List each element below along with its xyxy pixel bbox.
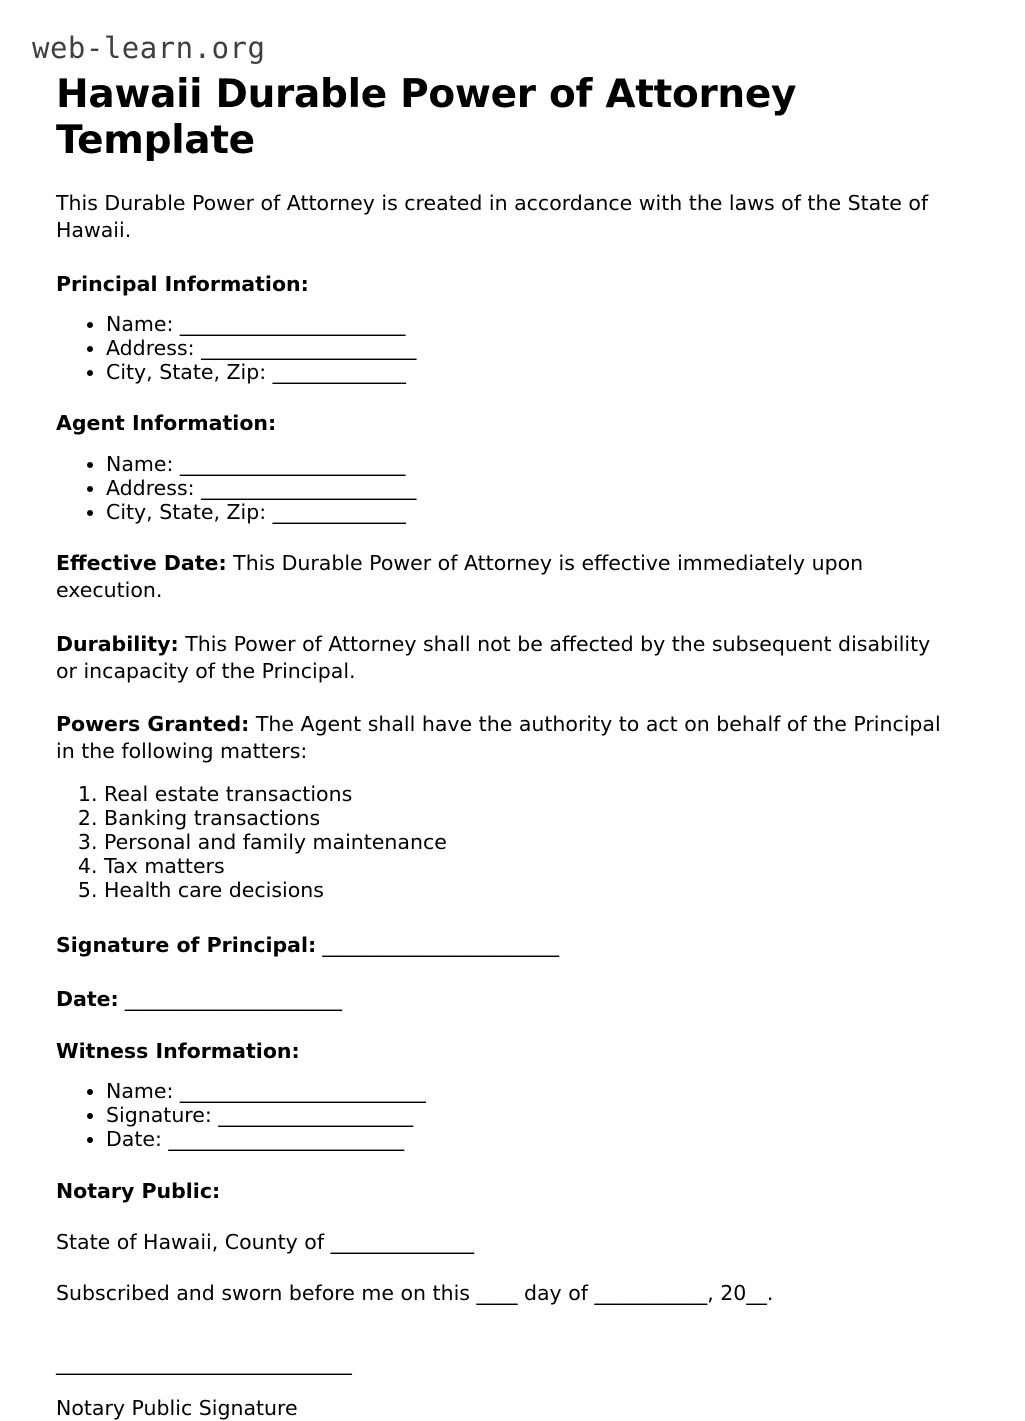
agent-information-heading: Agent Information:: [56, 411, 277, 436]
principal-information-list: [56, 312, 956, 385]
notary-sworn-line: Subscribed and sworn before me on this ____ day of ___________, 20__.: [56, 1281, 774, 1306]
intro-paragraph: This Durable Power of Attorney is created in accordance with the laws of the State of Hawaii.: [56, 191, 929, 243]
notary-public-heading: Notary Public:: [56, 1178, 221, 1203]
list-item: 3. Personal and family maintenance: [104, 830, 956, 854]
effective-date-text: This Durable Power of Attorney is effective immediately upon execution.: [56, 551, 864, 603]
list-item: 5. Health care decisions: [104, 878, 956, 902]
date-blank: ______________________: [118, 987, 342, 1012]
powers-granted-paragraph: [56, 711, 956, 766]
page-title: Hawaii Durable Power of Attorney Template: [56, 72, 797, 164]
list-item: • Name: ______________________: [106, 312, 956, 336]
powers-granted-label: Powers Granted:: [56, 712, 250, 737]
signature-of-principal-line: [56, 933, 956, 958]
list-item: 2. Banking transactions: [104, 806, 956, 830]
site-watermark: web-learn.org: [32, 31, 266, 65]
notary-signature-rule: ______________________________: [56, 1351, 352, 1376]
list-item: 1. Real estate transactions: [104, 782, 956, 806]
date-label: Date:: [56, 987, 119, 1012]
notary-signature-caption: Notary Public Signature: [56, 1395, 298, 1420]
durability-label: Durability:: [56, 631, 179, 656]
list-item: • Signature: ___________________: [106, 1103, 956, 1127]
durability-text: This Power of Attorney shall not be affected by the subsequent disability or incapacity of the Principal.: [56, 631, 931, 683]
powers-granted-text: The Agent shall have the authority to act on behalf of the Principal in the following matters:: [56, 712, 941, 764]
effective-date-paragraph: [56, 550, 956, 605]
list-item: • City, State, Zip: _____________: [106, 500, 956, 524]
witness-information-list: [56, 1079, 956, 1152]
principal-information-heading: Principal Information:: [56, 271, 309, 296]
list-item: • Date: _______________________: [106, 1127, 956, 1151]
agent-information-list: [56, 452, 956, 525]
date-line: [56, 987, 956, 1012]
list-item: 4. Tax matters: [104, 854, 956, 878]
list-item: • Address: _____________________: [106, 476, 956, 500]
witness-information-heading: Witness Information:: [56, 1038, 300, 1063]
powers-granted-list: [56, 782, 956, 903]
list-item: • Name: ______________________: [106, 452, 956, 476]
notary-county-line: State of Hawaii, County of ______________: [56, 1229, 475, 1254]
document-content: [56, 72, 956, 1421]
effective-date-label: Effective Date:: [56, 551, 227, 576]
list-item: • City, State, Zip: _____________: [106, 360, 956, 384]
signature-of-principal-label: Signature of Principal:: [56, 932, 317, 957]
signature-of-principal-blank: ________________________: [316, 932, 559, 957]
durability-paragraph: [56, 631, 956, 686]
list-item: • Name: ________________________: [106, 1079, 956, 1103]
list-item: • Address: _____________________: [106, 336, 956, 360]
